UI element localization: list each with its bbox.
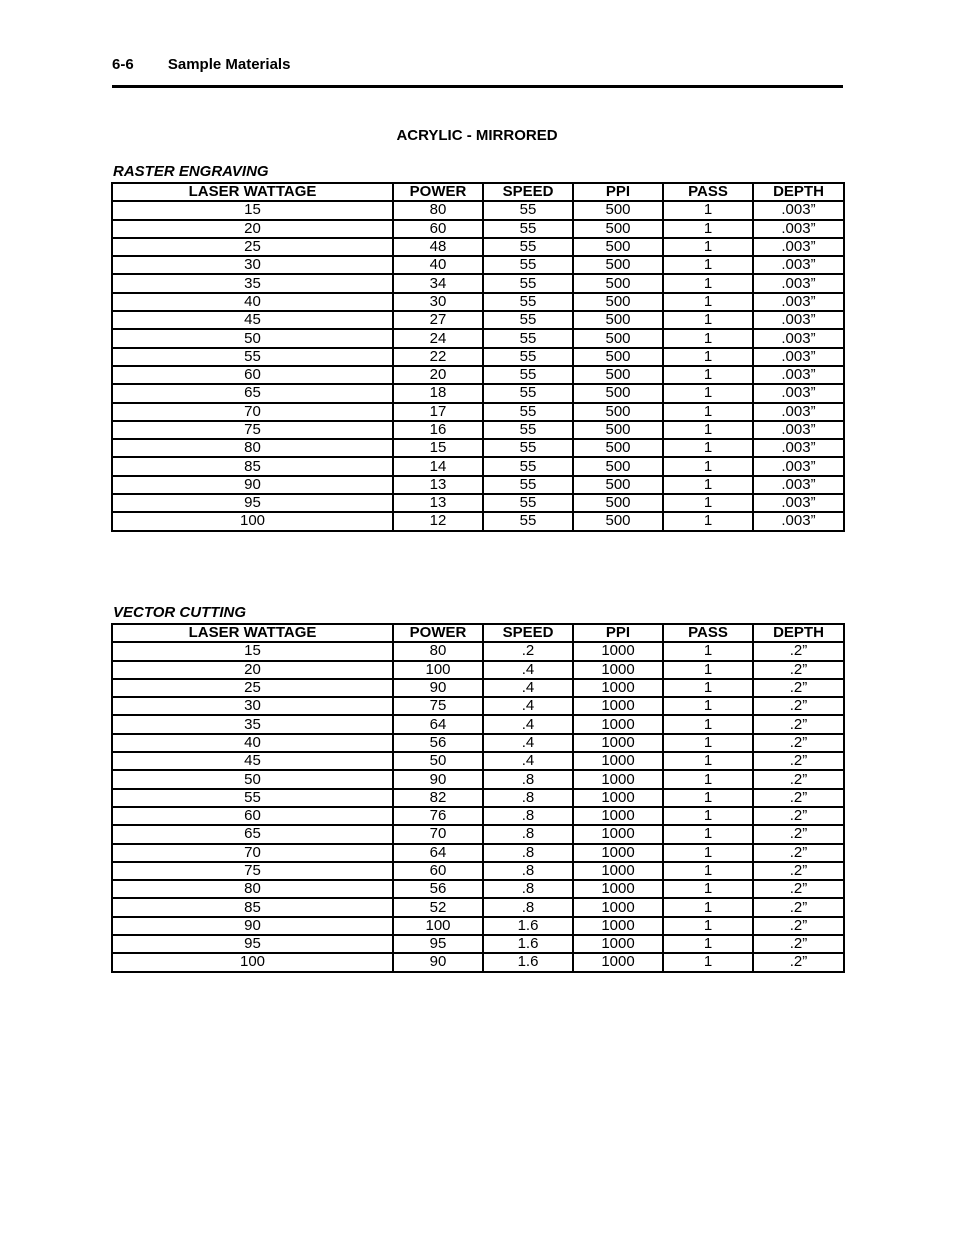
- laser-wattage-cell: 40: [112, 293, 393, 311]
- ppi-cell: 1000: [573, 734, 663, 752]
- table-row: [112, 384, 844, 402]
- power-cell: 95: [393, 935, 483, 953]
- ppi-cell: 1000: [573, 642, 663, 660]
- depth-cell: .003”: [753, 457, 844, 475]
- depth-cell: .003”: [753, 293, 844, 311]
- laser-wattage-cell: 40: [112, 734, 393, 752]
- depth-cell: .003”: [753, 403, 844, 421]
- laser-wattage-cell: 95: [112, 935, 393, 953]
- laser-wattage-cell: 20: [112, 220, 393, 238]
- pass-cell: 1: [663, 421, 753, 439]
- laser-wattage-cell: 100: [112, 953, 393, 971]
- pass-cell: 1: [663, 384, 753, 402]
- pass-cell: 1: [663, 293, 753, 311]
- laser-wattage-cell: 60: [112, 366, 393, 384]
- power-cell: 60: [393, 862, 483, 880]
- speed-cell: 55: [483, 348, 573, 366]
- pass-cell: 1: [663, 752, 753, 770]
- power-cell: 40: [393, 256, 483, 274]
- laser-wattage-cell: 85: [112, 457, 393, 475]
- depth-cell: .2”: [753, 734, 844, 752]
- speed-cell: 1.6: [483, 935, 573, 953]
- power-cell: 100: [393, 917, 483, 935]
- laser-wattage-cell: 30: [112, 256, 393, 274]
- pass-cell: 1: [663, 789, 753, 807]
- column-header-speed: SPEED: [483, 183, 573, 201]
- pass-cell: 1: [663, 256, 753, 274]
- table-row: [112, 661, 844, 679]
- ppi-cell: 500: [573, 439, 663, 457]
- depth-cell: .2”: [753, 898, 844, 916]
- speed-cell: 55: [483, 439, 573, 457]
- table-row: [112, 953, 844, 971]
- laser-wattage-cell: 55: [112, 348, 393, 366]
- table-row: [112, 220, 844, 238]
- pass-cell: 1: [663, 366, 753, 384]
- column-header-laser-wattage: LASER WATTAGE: [112, 183, 393, 201]
- column-header-ppi: PPI: [573, 624, 663, 642]
- table-row: [112, 201, 844, 219]
- ppi-cell: 1000: [573, 844, 663, 862]
- power-cell: 50: [393, 752, 483, 770]
- ppi-cell: 1000: [573, 697, 663, 715]
- power-cell: 22: [393, 348, 483, 366]
- laser-wattage-cell: 85: [112, 898, 393, 916]
- column-header-laser-wattage: LASER WATTAGE: [112, 624, 393, 642]
- pass-cell: 1: [663, 935, 753, 953]
- laser-wattage-cell: 35: [112, 715, 393, 733]
- laser-wattage-cell: 100: [112, 512, 393, 530]
- pass-cell: 1: [663, 311, 753, 329]
- ppi-cell: 1000: [573, 825, 663, 843]
- table-row: [112, 679, 844, 697]
- speed-cell: 55: [483, 476, 573, 494]
- power-cell: 13: [393, 476, 483, 494]
- power-cell: 17: [393, 403, 483, 421]
- ppi-cell: 500: [573, 220, 663, 238]
- power-cell: 60: [393, 220, 483, 238]
- speed-cell: .8: [483, 807, 573, 825]
- ppi-cell: 500: [573, 348, 663, 366]
- power-cell: 64: [393, 715, 483, 733]
- power-cell: 80: [393, 642, 483, 660]
- pass-cell: 1: [663, 642, 753, 660]
- pass-cell: 1: [663, 348, 753, 366]
- ppi-cell: 500: [573, 384, 663, 402]
- laser-wattage-cell: 25: [112, 679, 393, 697]
- table-row: [112, 329, 844, 347]
- depth-cell: .003”: [753, 238, 844, 256]
- power-cell: 76: [393, 807, 483, 825]
- ppi-cell: 1000: [573, 898, 663, 916]
- table-row: [112, 898, 844, 916]
- depth-cell: .003”: [753, 366, 844, 384]
- power-cell: 12: [393, 512, 483, 530]
- pass-cell: 1: [663, 679, 753, 697]
- column-header-power: POWER: [393, 183, 483, 201]
- laser-wattage-cell: 80: [112, 880, 393, 898]
- speed-cell: .4: [483, 715, 573, 733]
- laser-wattage-cell: 95: [112, 494, 393, 512]
- table-row: [112, 770, 844, 788]
- header-rule: [112, 85, 843, 88]
- table-row: [112, 642, 844, 660]
- pass-cell: 1: [663, 697, 753, 715]
- power-cell: 90: [393, 770, 483, 788]
- power-cell: 13: [393, 494, 483, 512]
- laser-wattage-cell: 15: [112, 642, 393, 660]
- table-row: [112, 421, 844, 439]
- speed-cell: 55: [483, 274, 573, 292]
- laser-wattage-cell: 90: [112, 917, 393, 935]
- vector-table-body: [112, 642, 844, 971]
- speed-cell: .4: [483, 661, 573, 679]
- laser-wattage-cell: 70: [112, 844, 393, 862]
- table-row: [112, 494, 844, 512]
- depth-cell: .2”: [753, 661, 844, 679]
- depth-cell: .003”: [753, 476, 844, 494]
- power-cell: 90: [393, 679, 483, 697]
- speed-cell: 55: [483, 293, 573, 311]
- ppi-cell: 1000: [573, 807, 663, 825]
- laser-wattage-cell: 15: [112, 201, 393, 219]
- power-cell: 30: [393, 293, 483, 311]
- laser-wattage-cell: 20: [112, 661, 393, 679]
- laser-wattage-cell: 80: [112, 439, 393, 457]
- depth-cell: .2”: [753, 679, 844, 697]
- pass-cell: 1: [663, 844, 753, 862]
- depth-cell: .003”: [753, 494, 844, 512]
- ppi-cell: 500: [573, 201, 663, 219]
- power-cell: 82: [393, 789, 483, 807]
- ppi-cell: 1000: [573, 917, 663, 935]
- depth-cell: .2”: [753, 935, 844, 953]
- ppi-cell: 500: [573, 421, 663, 439]
- power-cell: 27: [393, 311, 483, 329]
- power-cell: 15: [393, 439, 483, 457]
- depth-cell: .2”: [753, 917, 844, 935]
- speed-cell: 55: [483, 494, 573, 512]
- laser-wattage-cell: 55: [112, 789, 393, 807]
- speed-cell: 55: [483, 403, 573, 421]
- speed-cell: .8: [483, 898, 573, 916]
- table-row: [112, 880, 844, 898]
- depth-cell: .003”: [753, 348, 844, 366]
- speed-cell: .8: [483, 770, 573, 788]
- ppi-cell: 500: [573, 329, 663, 347]
- ppi-cell: 500: [573, 494, 663, 512]
- power-cell: 80: [393, 201, 483, 219]
- ppi-cell: 1000: [573, 953, 663, 971]
- table-row: [112, 862, 844, 880]
- table-row: [112, 917, 844, 935]
- table-row: [112, 512, 844, 530]
- speed-cell: .4: [483, 734, 573, 752]
- column-header-ppi: PPI: [573, 183, 663, 201]
- page-header: [112, 56, 290, 73]
- column-header-speed: SPEED: [483, 624, 573, 642]
- pass-cell: 1: [663, 825, 753, 843]
- ppi-cell: 500: [573, 457, 663, 475]
- power-cell: 56: [393, 734, 483, 752]
- pass-cell: 1: [663, 238, 753, 256]
- pass-cell: 1: [663, 329, 753, 347]
- depth-cell: .2”: [753, 953, 844, 971]
- pass-cell: 1: [663, 403, 753, 421]
- raster-section-title: RASTER ENGRAVING: [113, 163, 269, 180]
- laser-wattage-cell: 65: [112, 384, 393, 402]
- ppi-cell: 1000: [573, 789, 663, 807]
- speed-cell: .8: [483, 825, 573, 843]
- table-row: [112, 238, 844, 256]
- column-header-depth: DEPTH: [753, 624, 844, 642]
- laser-wattage-cell: 45: [112, 311, 393, 329]
- vector-cutting-table: [111, 623, 845, 973]
- depth-cell: .2”: [753, 789, 844, 807]
- ppi-cell: 1000: [573, 715, 663, 733]
- table-header-row: [112, 624, 844, 642]
- section-label: Sample Materials: [167, 56, 291, 73]
- pass-cell: 1: [663, 476, 753, 494]
- pass-cell: 1: [663, 494, 753, 512]
- table-header-row: [112, 183, 844, 201]
- table-row: [112, 789, 844, 807]
- power-cell: 48: [393, 238, 483, 256]
- speed-cell: 55: [483, 421, 573, 439]
- ppi-cell: 1000: [573, 935, 663, 953]
- pass-cell: 1: [663, 439, 753, 457]
- pass-cell: 1: [663, 201, 753, 219]
- depth-cell: .2”: [753, 770, 844, 788]
- table-row: [112, 457, 844, 475]
- ppi-cell: 1000: [573, 862, 663, 880]
- table-row: [112, 734, 844, 752]
- depth-cell: .2”: [753, 752, 844, 770]
- laser-wattage-cell: 30: [112, 697, 393, 715]
- ppi-cell: 500: [573, 256, 663, 274]
- depth-cell: .2”: [753, 880, 844, 898]
- pass-cell: 1: [663, 953, 753, 971]
- laser-wattage-cell: 60: [112, 807, 393, 825]
- laser-wattage-cell: 70: [112, 403, 393, 421]
- table-row: [112, 752, 844, 770]
- power-cell: 14: [393, 457, 483, 475]
- page-number: 6-6: [112, 56, 134, 73]
- depth-cell: .003”: [753, 421, 844, 439]
- power-cell: 90: [393, 953, 483, 971]
- vector-section-title: VECTOR CUTTING: [113, 604, 247, 621]
- depth-cell: .003”: [753, 256, 844, 274]
- ppi-cell: 1000: [573, 661, 663, 679]
- ppi-cell: 500: [573, 311, 663, 329]
- speed-cell: 55: [483, 201, 573, 219]
- depth-cell: .003”: [753, 311, 844, 329]
- power-cell: 100: [393, 661, 483, 679]
- depth-cell: .003”: [753, 512, 844, 530]
- speed-cell: 55: [483, 457, 573, 475]
- ppi-cell: 1000: [573, 752, 663, 770]
- table-row: [112, 256, 844, 274]
- ppi-cell: 1000: [573, 880, 663, 898]
- laser-wattage-cell: 75: [112, 862, 393, 880]
- column-header-power: POWER: [393, 624, 483, 642]
- column-header-depth: DEPTH: [753, 183, 844, 201]
- ppi-cell: 500: [573, 238, 663, 256]
- depth-cell: .2”: [753, 697, 844, 715]
- raster-engraving-table: [111, 182, 845, 532]
- power-cell: 75: [393, 697, 483, 715]
- power-cell: 56: [393, 880, 483, 898]
- depth-cell: .003”: [753, 439, 844, 457]
- table-row: [112, 807, 844, 825]
- laser-wattage-cell: 25: [112, 238, 393, 256]
- laser-wattage-cell: 50: [112, 329, 393, 347]
- speed-cell: .4: [483, 679, 573, 697]
- depth-cell: .2”: [753, 844, 844, 862]
- power-cell: 18: [393, 384, 483, 402]
- raster-table-body: [112, 201, 844, 530]
- table-row: [112, 439, 844, 457]
- pass-cell: 1: [663, 512, 753, 530]
- laser-wattage-cell: 75: [112, 421, 393, 439]
- power-cell: 34: [393, 274, 483, 292]
- speed-cell: 55: [483, 238, 573, 256]
- laser-wattage-cell: 90: [112, 476, 393, 494]
- table-row: [112, 476, 844, 494]
- power-cell: 20: [393, 366, 483, 384]
- depth-cell: .003”: [753, 201, 844, 219]
- pass-cell: 1: [663, 457, 753, 475]
- speed-cell: 55: [483, 329, 573, 347]
- table-row: [112, 274, 844, 292]
- table-row: [112, 293, 844, 311]
- pass-cell: 1: [663, 770, 753, 788]
- table-row: [112, 715, 844, 733]
- speed-cell: 55: [483, 311, 573, 329]
- speed-cell: .8: [483, 862, 573, 880]
- depth-cell: .2”: [753, 642, 844, 660]
- pass-cell: 1: [663, 715, 753, 733]
- table-row: [112, 366, 844, 384]
- table-row: [112, 403, 844, 421]
- depth-cell: .2”: [753, 807, 844, 825]
- ppi-cell: 1000: [573, 679, 663, 697]
- depth-cell: .2”: [753, 715, 844, 733]
- pass-cell: 1: [663, 807, 753, 825]
- speed-cell: 55: [483, 366, 573, 384]
- power-cell: 52: [393, 898, 483, 916]
- ppi-cell: 500: [573, 512, 663, 530]
- depth-cell: .003”: [753, 329, 844, 347]
- pass-cell: 1: [663, 898, 753, 916]
- laser-wattage-cell: 35: [112, 274, 393, 292]
- depth-cell: .003”: [753, 220, 844, 238]
- speed-cell: 55: [483, 256, 573, 274]
- speed-cell: .8: [483, 880, 573, 898]
- column-header-pass: PASS: [663, 183, 753, 201]
- power-cell: 70: [393, 825, 483, 843]
- power-cell: 64: [393, 844, 483, 862]
- power-cell: 24: [393, 329, 483, 347]
- pass-cell: 1: [663, 862, 753, 880]
- table-row: [112, 844, 844, 862]
- speed-cell: 1.6: [483, 953, 573, 971]
- table-row: [112, 311, 844, 329]
- document-title: ACRYLIC - MIRRORED: [396, 127, 558, 144]
- speed-cell: .4: [483, 697, 573, 715]
- ppi-cell: 500: [573, 274, 663, 292]
- column-header-pass: PASS: [663, 624, 753, 642]
- table-row: [112, 697, 844, 715]
- power-cell: 16: [393, 421, 483, 439]
- speed-cell: .4: [483, 752, 573, 770]
- table-row: [112, 348, 844, 366]
- speed-cell: 55: [483, 220, 573, 238]
- depth-cell: .2”: [753, 862, 844, 880]
- pass-cell: 1: [663, 917, 753, 935]
- speed-cell: 55: [483, 384, 573, 402]
- ppi-cell: 500: [573, 293, 663, 311]
- speed-cell: .8: [483, 844, 573, 862]
- table-row: [112, 935, 844, 953]
- pass-cell: 1: [663, 274, 753, 292]
- ppi-cell: 1000: [573, 770, 663, 788]
- pass-cell: 1: [663, 734, 753, 752]
- speed-cell: .8: [483, 789, 573, 807]
- depth-cell: .003”: [753, 384, 844, 402]
- pass-cell: 1: [663, 880, 753, 898]
- pass-cell: 1: [663, 220, 753, 238]
- speed-cell: 55: [483, 512, 573, 530]
- ppi-cell: 500: [573, 403, 663, 421]
- depth-cell: .2”: [753, 825, 844, 843]
- depth-cell: .003”: [753, 274, 844, 292]
- laser-wattage-cell: 50: [112, 770, 393, 788]
- speed-cell: 1.6: [483, 917, 573, 935]
- ppi-cell: 500: [573, 476, 663, 494]
- table-row: [112, 825, 844, 843]
- pass-cell: 1: [663, 661, 753, 679]
- ppi-cell: 500: [573, 366, 663, 384]
- laser-wattage-cell: 45: [112, 752, 393, 770]
- speed-cell: .2: [483, 642, 573, 660]
- laser-wattage-cell: 65: [112, 825, 393, 843]
